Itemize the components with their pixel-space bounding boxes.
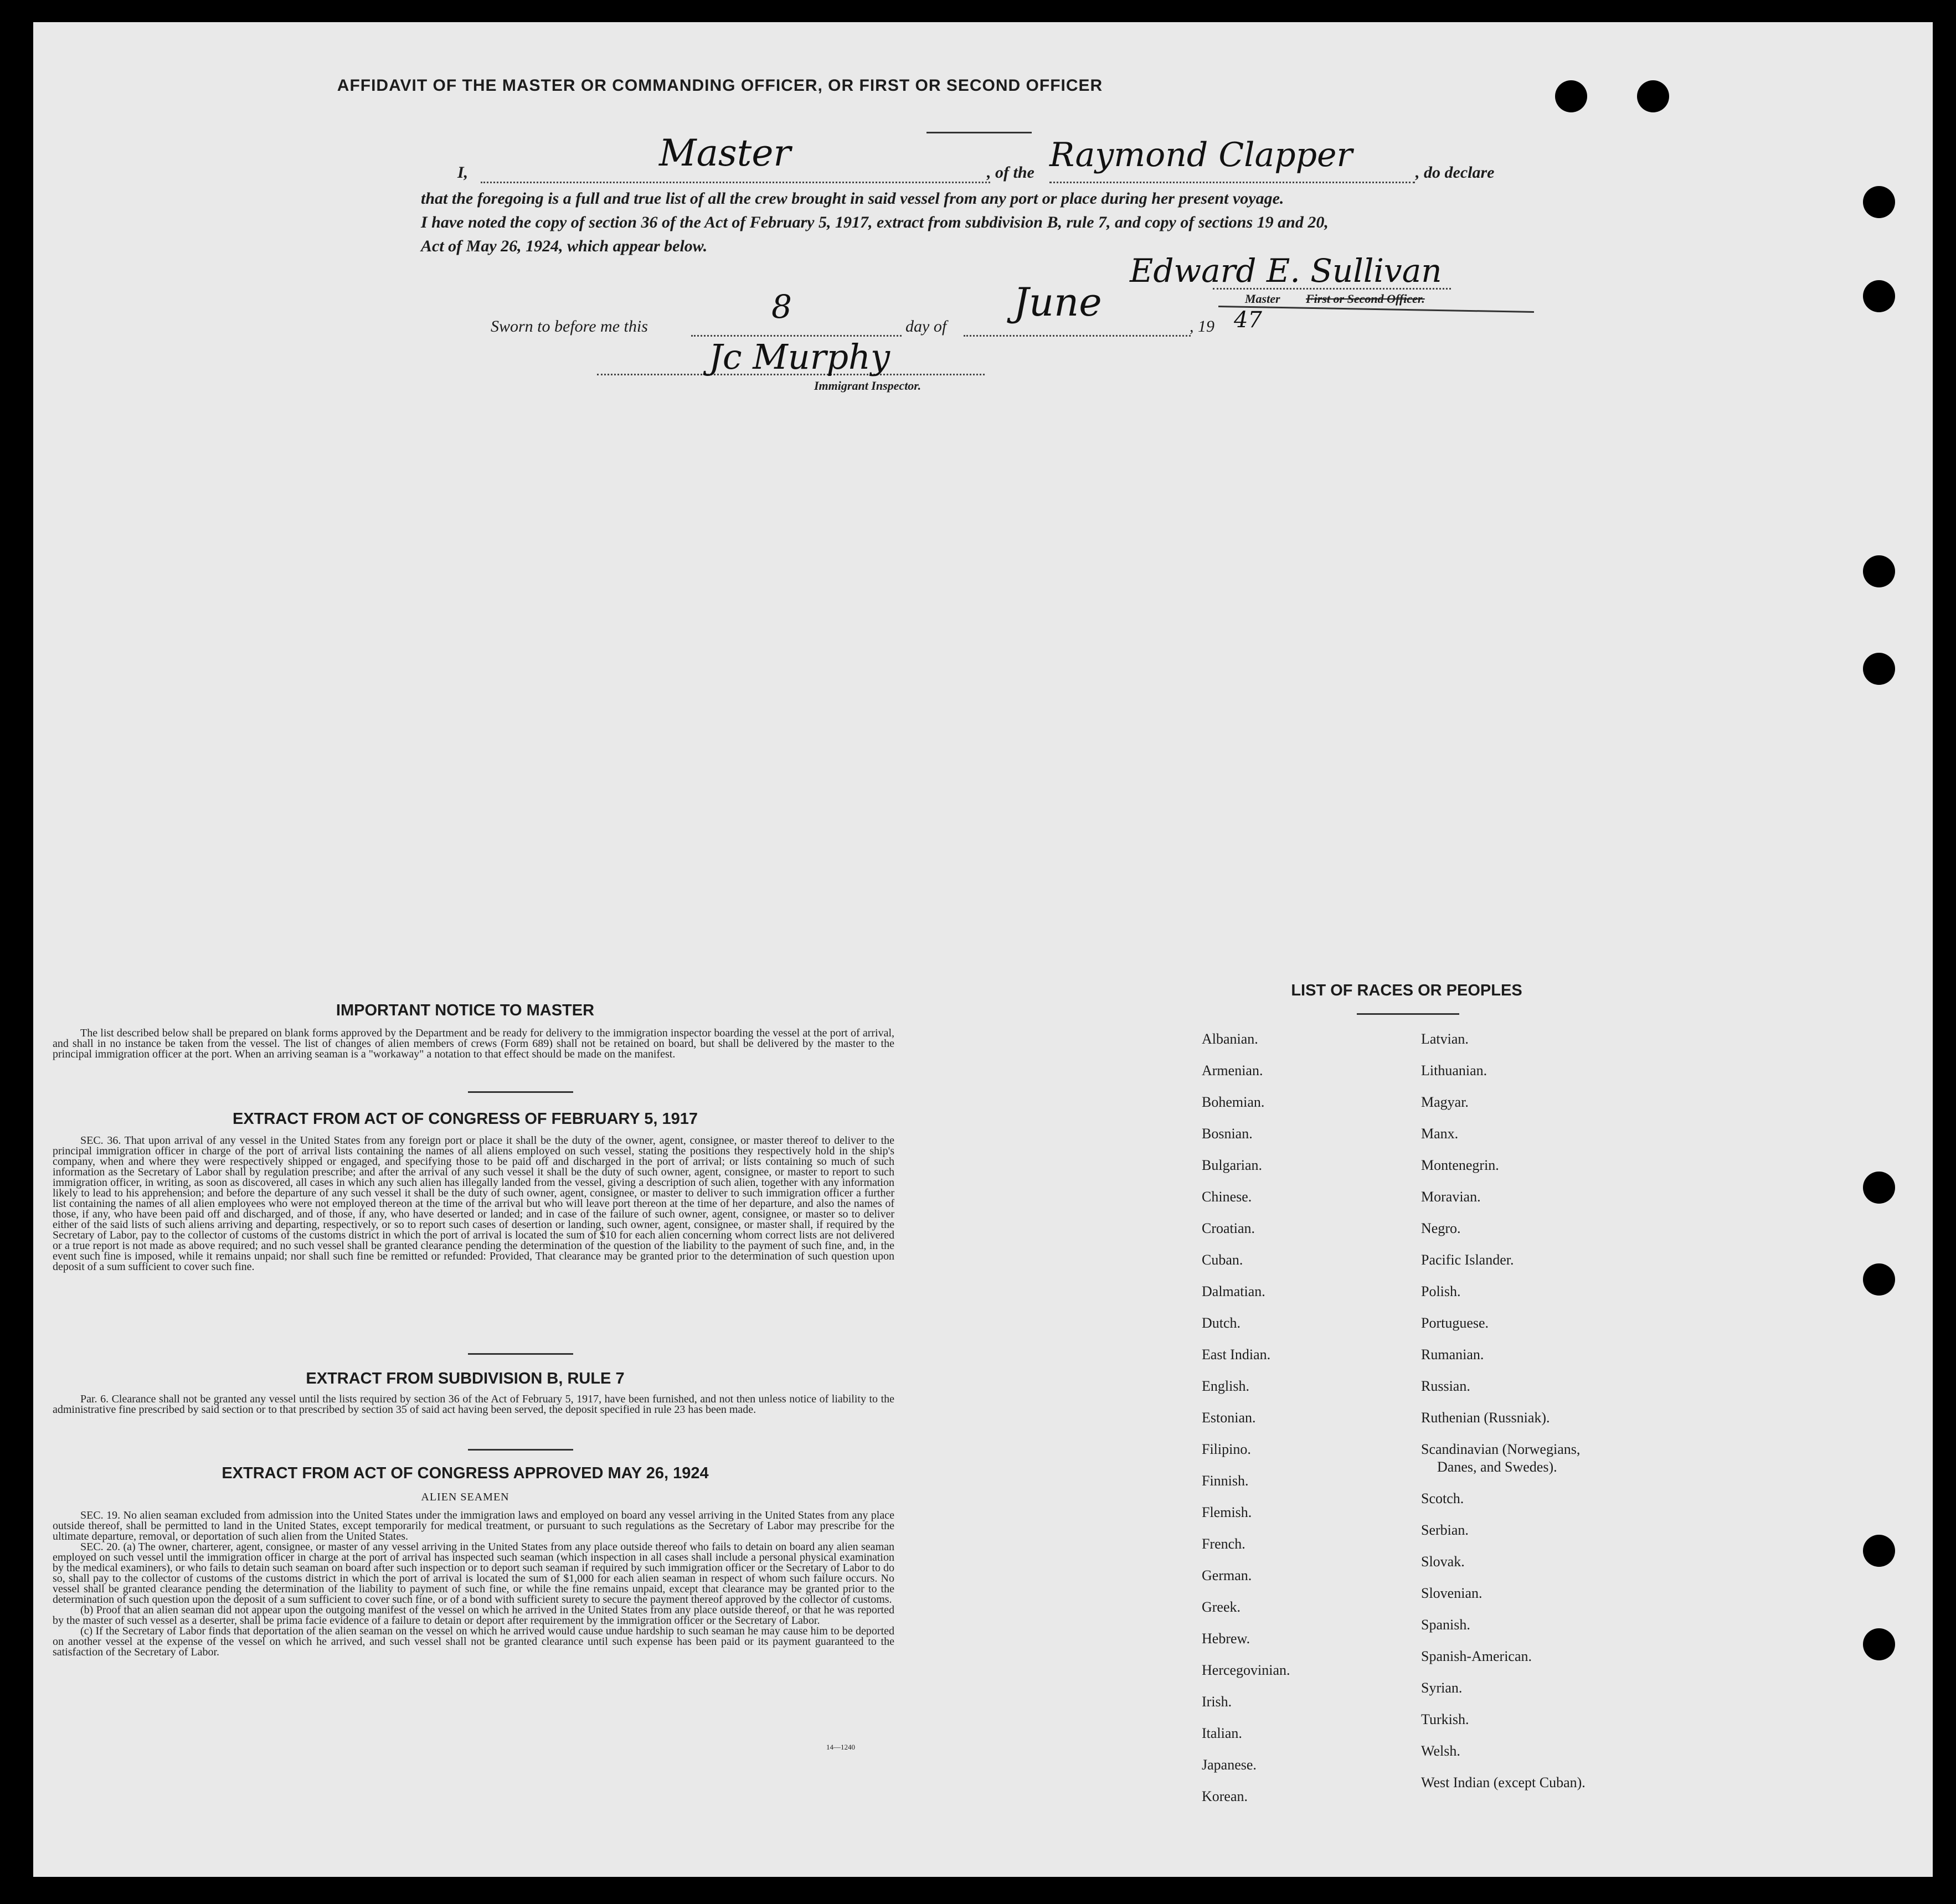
race-item: English. bbox=[1202, 1378, 1249, 1394]
race-item: Slovenian. bbox=[1421, 1585, 1483, 1601]
race-item: Chinese. bbox=[1202, 1189, 1252, 1205]
race-item: Spanish-American. bbox=[1421, 1648, 1532, 1664]
act-1924-subtitle: ALIEN SEAMEN bbox=[421, 1491, 509, 1503]
race-item: Negro. bbox=[1421, 1220, 1461, 1236]
race-item: Armenian. bbox=[1202, 1062, 1263, 1079]
year-prefix: , 19 bbox=[1190, 317, 1214, 336]
race-item: Hebrew. bbox=[1202, 1630, 1250, 1647]
rank-line bbox=[481, 182, 990, 183]
punch-hole bbox=[1863, 653, 1895, 685]
race-item: Polish. bbox=[1421, 1283, 1461, 1299]
act-1924-title: EXTRACT FROM ACT OF CONGRESS APPROVED MAY 26, 1924 bbox=[222, 1464, 709, 1482]
race-item: Korean. bbox=[1202, 1788, 1248, 1804]
race-item: Filipino. bbox=[1202, 1441, 1251, 1457]
race-item: Ruthenian (Russniak). bbox=[1421, 1410, 1550, 1426]
section-20a: SEC. 20. (a) The owner, charterer, agent, consignee, or master of any vessel arriving in the United States from any place outside thereof who fails to detain on board any alien seaman employed on such vessel until the immigration officer in charge at the port of arrival has inspected such seaman (which inspection in all cases shall include a personal physical examination by the medical examiners), or who fails to detain such seaman on board after such inspection or to deport such seaman if required by such immigration officer or the Secretary of Labor to do so, shall pay to the collector of customs of the customs district in which the port of arrival is located the sum of $1,000 for each alien seaman in respect of whom such failure occurs. No vessel shall be granted clearance pending the determination of the liability to payment of such fine, or while the fine remains unpaid, except that clearance may be granted prior to the determination of such question upon the deposit of a sum sufficient to cover such fine, or of a bond with sufficient surety to secure the payment thereof approved by the collector of customs. bbox=[53, 1541, 894, 1606]
race-item: Italian. bbox=[1202, 1725, 1242, 1741]
rule-7-body: Par. 6. Clearance shall not be granted any vessel until the lists required by section 36 of the Act of February 5, 1917, have been furnished, and not then unless notice of liability to the administrative fine prescribed by said section or to that prescribed by section 35 of said act having been served, the deposit specified in rule 23 has been made. bbox=[53, 1393, 894, 1416]
race-item: Bulgarian. bbox=[1202, 1157, 1263, 1173]
punch-hole bbox=[1863, 555, 1895, 587]
sworn-label: Sworn to before me this bbox=[491, 317, 648, 336]
section-20c: (c) If the Secretary of Labor finds that deportation of the alien seaman on the vessel on which he arrived would cause undue hardship to such seaman he may cause him to be deported on another vessel at the expense of the vessel on which he arrived, and such vessel shall not be granted clearance until such expense has been paid or its payment guaranteed to the satisfaction of the Secretary of Labor. bbox=[53, 1625, 894, 1658]
divider bbox=[468, 1091, 573, 1093]
punch-hole bbox=[1863, 1628, 1895, 1660]
race-item: Bosnian. bbox=[1202, 1126, 1253, 1142]
divider bbox=[468, 1353, 573, 1355]
act-1917-title: EXTRACT FROM ACT OF CONGRESS OF FEBRUARY 5, 1917 bbox=[232, 1110, 698, 1128]
rule-7-title: EXTRACT FROM SUBDIVISION B, RULE 7 bbox=[306, 1370, 625, 1387]
affidavit-title: AFFIDAVIT OF THE MASTER OR COMMANDING OFFICER, OR FIRST OR SECOND OFFICER bbox=[337, 76, 1103, 95]
race-item: Moravian. bbox=[1421, 1189, 1481, 1205]
punch-hole bbox=[1863, 1263, 1895, 1296]
race-item: Dutch. bbox=[1202, 1315, 1241, 1331]
officer-signature: Edward E. Sullivan bbox=[1130, 252, 1442, 290]
section-20b: (b) Proof that an alien seaman did not appear upon the outgoing manifest of the vessel on which he arrived in the United States from any place outside thereof, or that he was reported by the master of such vessel as a deserter, shall be prima facie evidence of a failure to detain or deport after requirement by the immigration officer or the Secretary of Labor. bbox=[53, 1604, 894, 1627]
race-item: Rumanian. bbox=[1421, 1346, 1484, 1363]
race-item: Manx. bbox=[1421, 1126, 1459, 1142]
race-item: Slovak. bbox=[1421, 1554, 1465, 1570]
race-item: Japanese. bbox=[1202, 1757, 1257, 1773]
race-item: Russian. bbox=[1421, 1378, 1470, 1394]
affidavit-line-2: that the foregoing is a full and true list of all the crew brought in said vessel from any port or place during her present voyage. bbox=[421, 189, 1284, 208]
race-item: East Indian. bbox=[1202, 1346, 1271, 1363]
punch-hole bbox=[1637, 80, 1669, 112]
race-item: Scotch. bbox=[1421, 1490, 1464, 1506]
race-item: Hercegovinian. bbox=[1202, 1662, 1290, 1678]
divider bbox=[468, 1449, 573, 1451]
race-item: Latvian. bbox=[1421, 1031, 1469, 1047]
month-line bbox=[964, 335, 1191, 337]
race-item: Scandinavian (Norwegians, bbox=[1421, 1441, 1581, 1457]
handwritten-day: 8 bbox=[771, 288, 792, 326]
race-item: Danes, and Swedes). bbox=[1437, 1459, 1557, 1475]
handwritten-rank: Master bbox=[659, 132, 791, 174]
act-1917-body: SEC. 36. That upon arrival of any vessel in the United States from any foreign port or place it shall be the duty of the owner, agent, consignee, or master thereof to deliver to the principal immigration officer in charge of the port of arrival lists containing the names of all aliens employed on such vessel, stating the positions they respectively hold in the ship's company, when and where they were respectively shipped or engaged, and specifying those to be paid off and discharged in the port of arrival; or lists containing so much of such information as the Secretary of Labor shall by regulation prescribe; and after the arrival of any such vessel it shall be the duty of such owner, agent, consignee, or master to report to such immigration officer, in writing, as soon as discovered, all cases in which any such alien has illegally landed from the vessel, giving a description of such alien, together with any information likely to lead to his apprehension; and before the departure of any such vessel it shall be the duty of such owner, agent, consignee, or master to deliver to such immigration officer a further list containing the names of all alien employees who were not employed thereon at the time of the arrival but who will leave port thereon at the time of her departure, and also the names of those, if any, who have been paid off and discharged, and of those, if any, who have deserted or landed; and in case of the failure of such owner, agent, consignee, or master so to deliver either of the said lists of such aliens arriving and departing, respectively, or so to report such cases of desertion or landing, such owner, agent, consignee, or master shall, if required by the Secretary of Labor, pay to the collector of customs of the customs district in which the port of arrival is located the sum of $10 for each alien concerning whom correct lists are not delivered or a true report is not made as above required; and no such vessel shall be granted clearance pending the determination of the question of the liability to the payment of such fine, and, in the event such fine is imposed, while it remains unpaid; nor shall such fine be remitted or refunded: Provided, That clearance may be granted prior to the determination of such question upon deposit of a sum sufficient to cover such fine. bbox=[53, 1134, 894, 1273]
title-divider bbox=[926, 132, 1032, 133]
race-item: West Indian (except Cuban). bbox=[1421, 1774, 1586, 1791]
race-item: Montenegrin. bbox=[1421, 1157, 1499, 1173]
race-item: Lithuanian. bbox=[1421, 1062, 1487, 1079]
race-item: Estonian. bbox=[1202, 1410, 1256, 1426]
race-item: Serbian. bbox=[1421, 1522, 1469, 1538]
race-item: Spanish. bbox=[1421, 1617, 1470, 1633]
punch-hole bbox=[1863, 186, 1895, 218]
punch-hole bbox=[1863, 1535, 1895, 1567]
day-of-label: day of bbox=[905, 317, 947, 336]
race-item: Cuban. bbox=[1202, 1252, 1243, 1268]
officer-caption-struck: First or Second Officer. bbox=[1306, 292, 1425, 306]
do-declare-label: , do declare bbox=[1415, 163, 1495, 182]
race-item: Welsh. bbox=[1421, 1743, 1460, 1759]
vessel-line bbox=[1049, 182, 1415, 183]
act-1924-body bbox=[53, 1510, 894, 1737]
i-label: I, bbox=[457, 163, 469, 182]
race-item: French. bbox=[1202, 1536, 1245, 1552]
inspector-signature: Jc Murphy bbox=[709, 337, 890, 377]
race-item: Magyar. bbox=[1421, 1094, 1469, 1110]
form-number: 14—1240 bbox=[826, 1743, 855, 1751]
punch-hole bbox=[1555, 80, 1587, 112]
race-item: Syrian. bbox=[1421, 1680, 1463, 1696]
race-item: German. bbox=[1202, 1567, 1252, 1583]
race-item: Pacific Islander. bbox=[1421, 1252, 1514, 1268]
officer-line bbox=[1213, 288, 1451, 290]
race-item: Croatian. bbox=[1202, 1220, 1255, 1236]
races-divider bbox=[1357, 1013, 1459, 1015]
race-item: Finnish. bbox=[1202, 1473, 1249, 1489]
handwritten-month: June bbox=[1013, 280, 1102, 325]
race-item: Greek. bbox=[1202, 1599, 1241, 1615]
race-item: Irish. bbox=[1202, 1694, 1232, 1710]
race-item: Portuguese. bbox=[1421, 1315, 1489, 1331]
race-item: Albanian. bbox=[1202, 1031, 1258, 1047]
punch-hole bbox=[1863, 1172, 1895, 1204]
notice-title: IMPORTANT NOTICE TO MASTER bbox=[336, 1002, 595, 1019]
handwritten-vessel: Raymond Clapper bbox=[1049, 136, 1353, 174]
races-title: LIST OF RACES OR PEOPLES bbox=[1291, 982, 1522, 999]
notice-body: The list described below shall be prepared on blank forms approved by the Department and be ready for delivery to the immigration inspector boarding the vessel at the port of arrival, and shall in no instance be taken from the vessel. The list of changes of alien members of crews (Form 689) shall not be retained on board, but shall be delivered by the master to the principal immigration officer at the port. When an arriving seaman is a "workaway" a notation to that effect should be made on the manifest. bbox=[53, 1027, 894, 1060]
race-item: Turkish. bbox=[1421, 1711, 1469, 1727]
inspector-caption: Immigrant Inspector. bbox=[814, 379, 922, 393]
handwritten-year: 47 bbox=[1234, 307, 1262, 333]
section-19: SEC. 19. No alien seaman excluded from admission into the United States under the immigration laws and employed on board any vessel arriving in the United States from any place outside thereof, shall be permitted to land in the United States, except temporarily for medical treatment, or pursuant to such regulations as the Secretary of Labor may prescribe for the ultimate departure, removal, or deportation of such alien from the United States. bbox=[53, 1509, 894, 1542]
affidavit-line-3: I have noted the copy of section 36 of the Act of February 5, 1917, extract from subdivision B, rule 7, and copy of sections 19 and 20, bbox=[421, 213, 1329, 231]
of-the-label: , of the bbox=[987, 163, 1034, 182]
officer-caption-master: Master bbox=[1245, 292, 1280, 306]
race-item: Bohemian. bbox=[1202, 1094, 1265, 1110]
race-item: Dalmatian. bbox=[1202, 1283, 1265, 1299]
punch-hole bbox=[1863, 280, 1895, 312]
affidavit-line-4: Act of May 26, 1924, which appear below. bbox=[421, 237, 708, 255]
race-item: Flemish. bbox=[1202, 1504, 1252, 1520]
